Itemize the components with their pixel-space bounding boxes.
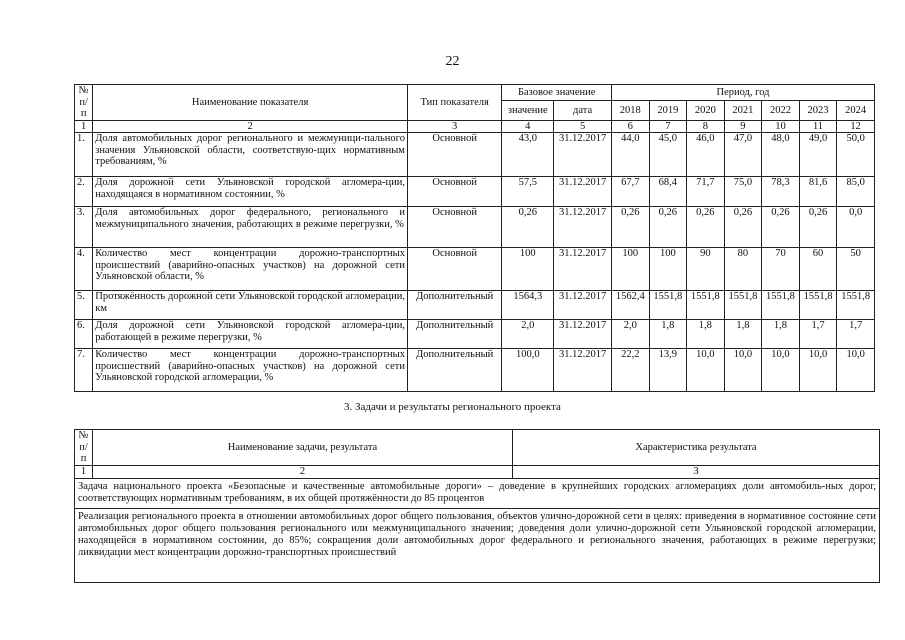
year-value: 1562,4 [612, 291, 650, 320]
year-value: 0,26 [724, 207, 762, 248]
header-year: 2020 [687, 101, 725, 120]
year-value: 1551,8 [762, 291, 800, 320]
indicator-name: Доля автомобильных дорог федерального, регионального и межмуниципального значения, работающих в режиме перегрузки, % [93, 207, 408, 248]
year-value: 67,7 [612, 177, 650, 207]
base-date: 31.12.2017 [554, 349, 612, 392]
column-numbers-row [75, 120, 875, 133]
column-number: 1 [75, 120, 93, 133]
section-title: 3. Задачи и результаты регионального проекта [344, 401, 561, 413]
base-value: 43,0 [502, 133, 554, 177]
column-number: 2 [93, 120, 408, 133]
indicator-row [75, 349, 875, 392]
year-value: 1,8 [724, 320, 762, 349]
base-value: 2,0 [502, 320, 554, 349]
result-text: Реализация регионального проекта в отношении автомобильных дорог общего пользования, объектов улично-дорожной сети в целях: приведения в нормативное состояние сети автомобильных дорог общего пользования регионального или межмуниципального значения; доведения доли улично-дорожной сети Ульяновской городской агломерации, находящейся в нормативном состоянии, до 85%; сокращения доли автомобильных дорог федерального и регионального значения, работающих в режиме перегрузки; ликвидации мест концентрации дорожно-транспортных происшествий [75, 508, 880, 582]
column-number: 3 [407, 120, 501, 133]
row-number: 6. [75, 320, 93, 349]
year-value: 1,8 [687, 320, 725, 349]
year-value: 71,7 [687, 177, 725, 207]
indicator-row [75, 320, 875, 349]
indicator-name: Протяжённость дорожной сети Ульяновской городской агломерации, км [93, 291, 408, 320]
year-value: 1551,8 [649, 291, 687, 320]
header-period: Период, год [612, 85, 875, 101]
column-number: 3 [513, 465, 880, 478]
base-date: 31.12.2017 [554, 133, 612, 177]
year-value: 60 [799, 248, 837, 291]
year-value: 78,3 [762, 177, 800, 207]
base-value: 100,0 [502, 349, 554, 392]
header-year: 2018 [612, 101, 650, 120]
row-number: 4. [75, 248, 93, 291]
row-number: 5. [75, 291, 93, 320]
row-number: 7. [75, 349, 93, 392]
year-value: 1,7 [799, 320, 837, 349]
indicator-name: Количество мест концентрации дорожно-транспортных происшествий (аварийно-опасных участков) на дорожной сети Ульяновской городской агломерации, % [93, 349, 408, 392]
base-date: 31.12.2017 [554, 291, 612, 320]
header-base-date: дата [554, 101, 612, 120]
year-value: 10,0 [799, 349, 837, 392]
header-base: Базовое значение [502, 85, 612, 101]
year-value: 1,8 [649, 320, 687, 349]
year-value: 80 [724, 248, 762, 291]
column-numbers-row [75, 465, 880, 478]
header-year: 2019 [649, 101, 687, 120]
header-year: 2023 [799, 101, 837, 120]
year-value: 45,0 [649, 133, 687, 177]
column-number: 5 [554, 120, 612, 133]
year-value: 2,0 [612, 320, 650, 349]
year-value: 1551,8 [799, 291, 837, 320]
indicator-name: Доля дорожной сети Ульяновской городской агломера-ции, находящаяся в нормативном состоянии, % [93, 177, 408, 207]
header-year: 2024 [837, 101, 875, 120]
column-number: 2 [93, 465, 513, 478]
indicator-type: Дополнительный [407, 349, 501, 392]
year-value: 50 [837, 248, 875, 291]
indicator-name: Доля дорожной сети Ульяновской городской агломера-ции, работающей в режиме перегрузки, % [93, 320, 408, 349]
year-value: 22,2 [612, 349, 650, 392]
column-number: 11 [799, 120, 837, 133]
year-value: 100 [649, 248, 687, 291]
base-value: 1564,3 [502, 291, 554, 320]
indicators-table [74, 84, 875, 392]
base-date: 31.12.2017 [554, 248, 612, 291]
column-number: 1 [75, 465, 93, 478]
year-value: 0,0 [837, 207, 875, 248]
base-value: 100 [502, 248, 554, 291]
year-value: 1,7 [837, 320, 875, 349]
year-value: 70 [762, 248, 800, 291]
indicator-row [75, 133, 875, 177]
year-value: 100 [612, 248, 650, 291]
indicator-type: Основной [407, 133, 501, 177]
header-year: 2022 [762, 101, 800, 120]
indicator-type: Основной [407, 207, 501, 248]
row-number: 2. [75, 177, 93, 207]
year-value: 48,0 [762, 133, 800, 177]
row-number: 3. [75, 207, 93, 248]
column-number: 6 [612, 120, 650, 133]
year-value: 85,0 [837, 177, 875, 207]
year-value: 68,4 [649, 177, 687, 207]
indicator-type: Дополнительный [407, 320, 501, 349]
indicator-type: Дополнительный [407, 291, 501, 320]
year-value: 0,26 [612, 207, 650, 248]
header-year: 2021 [724, 101, 762, 120]
header-result-characteristic: Характеристика результата [513, 430, 880, 466]
header-type: Тип показателя [407, 85, 501, 121]
indicator-row [75, 248, 875, 291]
year-value: 90 [687, 248, 725, 291]
page-number: 22 [445, 54, 460, 69]
year-value: 46,0 [687, 133, 725, 177]
indicator-name: Количество мест концентрации дорожно-транспортных происшествий (аварийно-опасных участков) на дорожной сети Ульяновской области, % [93, 248, 408, 291]
year-value: 50,0 [837, 133, 875, 177]
year-value: 1,8 [762, 320, 800, 349]
year-value: 0,26 [687, 207, 725, 248]
base-value: 0,26 [502, 207, 554, 248]
year-value: 0,26 [762, 207, 800, 248]
year-value: 44,0 [612, 133, 650, 177]
base-date: 31.12.2017 [554, 207, 612, 248]
column-number: 4 [502, 120, 554, 133]
indicator-type: Основной [407, 177, 501, 207]
year-value: 1551,8 [837, 291, 875, 320]
column-number: 9 [724, 120, 762, 133]
indicator-name: Доля автомобильных дорог регионального и межмуници-пального значения Ульяновской области, соответствую-щих нормативным требованиям, % [93, 133, 408, 177]
year-value: 1551,8 [687, 291, 725, 320]
year-value: 10,0 [687, 349, 725, 392]
year-value: 10,0 [724, 349, 762, 392]
year-value: 47,0 [724, 133, 762, 177]
year-value: 81,6 [799, 177, 837, 207]
column-number: 12 [837, 120, 875, 133]
header-name: Наименование показателя [93, 85, 408, 121]
year-value: 1551,8 [724, 291, 762, 320]
header-num: № п/п [75, 85, 93, 121]
year-value: 0,26 [799, 207, 837, 248]
indicator-type: Основной [407, 248, 501, 291]
header-task-name: Наименование задачи, результата [93, 430, 513, 466]
indicator-row [75, 291, 875, 320]
tasks-table [74, 429, 880, 583]
column-number: 7 [649, 120, 687, 133]
indicator-row [75, 207, 875, 248]
base-value: 57,5 [502, 177, 554, 207]
header-base-value: значение [502, 101, 554, 120]
task-text: Задача национального проекта «Безопасные и качественные автомобильные дороги» – доведение в крупнейших городских агломерациях доли автомобиль-ных дорог, соответствующих нормативным требованиям, в их общей протяжённости до 85 процентов [75, 478, 880, 508]
base-date: 31.12.2017 [554, 320, 612, 349]
indicator-row [75, 177, 875, 207]
header-num: № п/п [75, 430, 93, 466]
year-value: 13,9 [649, 349, 687, 392]
year-value: 10,0 [837, 349, 875, 392]
column-number: 10 [762, 120, 800, 133]
year-value: 0,26 [649, 207, 687, 248]
row-number: 1. [75, 133, 93, 177]
year-value: 75,0 [724, 177, 762, 207]
year-value: 49,0 [799, 133, 837, 177]
base-date: 31.12.2017 [554, 177, 612, 207]
column-number: 8 [687, 120, 725, 133]
year-value: 10,0 [762, 349, 800, 392]
